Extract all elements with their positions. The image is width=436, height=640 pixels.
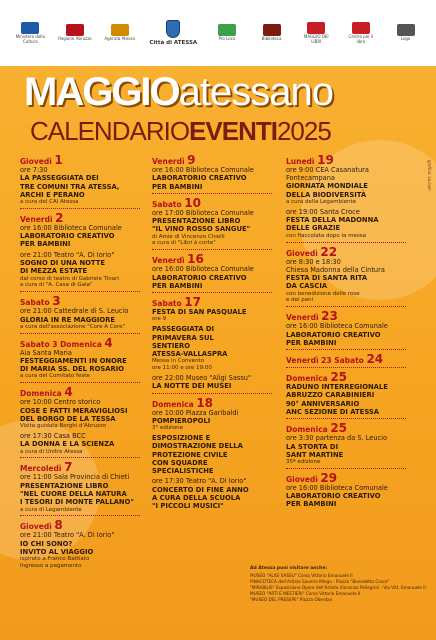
event-time-place: ore 10:00 Piazza Garibaldi — [152, 408, 239, 417]
event-title: PRIMAVERA SUL — [152, 333, 214, 342]
event-entry — [20, 457, 153, 513]
event-entry — [286, 349, 419, 365]
event-title: SENTIERO — [152, 341, 191, 350]
event-time-place: ore 19:00 Santa Croce — [286, 207, 360, 216]
logo-mark-icon — [111, 24, 129, 36]
event-note: a cura dell'associazione "Core A Core" — [20, 323, 126, 330]
event-time-place: ore 7:30 — [20, 166, 48, 174]
event-title: "IL VINO ROSSO SANGUE" — [152, 225, 251, 234]
event-title: PROTEZIONE CIVILE — [152, 450, 228, 459]
event-date: Mercoledì 7 — [20, 460, 73, 475]
event-title: FESTA DI SAN PASQUALE — [152, 308, 247, 317]
event-title: DEL BORGO DE LA TESSA — [20, 414, 116, 423]
event-entry — [286, 418, 419, 466]
event-time-place: Aia Santa Maria — [20, 348, 72, 357]
event-title: LA DONNA E LA SCIENZA — [20, 440, 115, 449]
event-title: FESTA DELLA MADONNA — [286, 216, 379, 225]
event-title: 90° ANNIVERSARIO — [286, 399, 360, 408]
event-time-place: ore 21:00 Teatro "A. Di Iorio" — [20, 531, 115, 540]
event-date: Giovedì 1 — [20, 153, 63, 167]
event-note: a cura di "Libri à corte" — [152, 240, 216, 247]
event-entry — [152, 374, 285, 391]
dotted-divider — [286, 306, 406, 307]
event-date: Sabato 10 — [152, 195, 201, 210]
museum-item: "MUSEO DEL PRESEPE" Piazza Oberdan — [250, 596, 333, 602]
dotted-divider — [20, 291, 140, 292]
events-column-3 — [286, 154, 419, 511]
sponsor-logo — [299, 22, 333, 44]
event-title: I TESORI DI MONTE PALLANO" — [20, 498, 134, 507]
logo-text: Agenzia Atessa — [104, 36, 135, 42]
event-entry — [152, 193, 285, 248]
event-date: Venerdì 23 — [286, 309, 338, 324]
event-date: Giovedì 22 — [286, 244, 338, 259]
event-title: ATESSA-VALLASPRA — [152, 350, 228, 359]
event-title: PRESENTAZIONE LIBRO — [152, 217, 241, 226]
event-title: LABORATORIO CREATIVO — [286, 492, 381, 501]
event-entry — [152, 477, 285, 510]
event-title: DA CASCIA — [286, 282, 328, 291]
event-time-place: ore 17:30 Casa BCC — [20, 432, 86, 441]
event-time-place: ore 3:30 partenza da S. Leucio — [286, 434, 387, 443]
event-entry — [286, 242, 419, 305]
dotted-divider — [286, 367, 406, 368]
event-title: PER BAMBINI — [286, 500, 337, 509]
event-title: SANT MARTINE — [286, 450, 344, 459]
event-entry — [20, 432, 153, 455]
dotted-divider — [20, 515, 140, 516]
event-time-place: ore 9:00 CEA Casanatura — [286, 166, 369, 174]
dotted-divider — [286, 468, 406, 469]
event-title: GIORNATA MONDIALE — [286, 182, 368, 191]
sponsor-logo — [58, 24, 92, 41]
logo-text: Logo — [400, 36, 411, 42]
event-time-place: Fontecampana — [286, 174, 335, 183]
dotted-divider — [152, 393, 272, 394]
event-entry — [286, 154, 419, 206]
event-time-place: ore 11:00 Sala Provincia di Chieti — [20, 473, 130, 482]
event-time-place: ore 8:30 e 18:30 — [286, 257, 341, 266]
event-title: SOGNO DI UNA NOTTE — [20, 258, 105, 267]
event-time-place: ore 10:00 Centro storico — [20, 398, 101, 407]
event-title: PER BAMBINI — [152, 281, 203, 290]
event-date: Domenica 25 — [286, 421, 348, 436]
event-title: COSE E FATTI MERAVIGLIOSI — [20, 406, 128, 415]
event-note: Ingresso a pagamento — [20, 563, 82, 570]
logo-text: Biblioteca — [261, 36, 282, 42]
events-column-1 — [20, 154, 153, 572]
museum-item: "MIRABILIS" Esposizione Opere dell'Artista Vincenzo Pellegrini - Via Vitt. Emanuele II — [250, 584, 426, 590]
dotted-divider — [152, 292, 272, 293]
event-note: ore 11:00 e ore 19:00 — [152, 365, 212, 372]
events-calendar — [20, 154, 424, 572]
logo-mark-icon — [166, 20, 180, 38]
event-entry — [286, 367, 419, 416]
event-title: PASSEGGIATA DI — [152, 325, 215, 334]
event-title: CONCERTO DI FINE ANNO — [152, 485, 249, 494]
design-credit: grafica: sa.com — [427, 160, 432, 191]
event-title: POMPIEROPOLI — [152, 416, 211, 425]
event-date: Venerdì 9 — [152, 153, 196, 167]
event-date: Sabato 3 — [20, 294, 61, 309]
event-title: RADUNO INTERREGIONALE — [286, 383, 388, 392]
events-column-2 — [152, 154, 285, 513]
event-title: PRESENTAZIONE LIBRO — [20, 481, 109, 490]
event-title: FESTA DI SANTA RITA — [286, 274, 368, 283]
event-time-place: ore 16:00 Biblioteca Comunale — [152, 166, 254, 174]
event-date: Venerdì 2 — [20, 210, 64, 225]
dotted-divider — [20, 457, 140, 458]
event-entry — [286, 306, 419, 347]
event-time-place: ore 17:00 Biblioteca Comunale — [152, 208, 254, 217]
event-title: LA PASSEGGIATA DEI — [20, 174, 99, 183]
event-title: ARCHI E PERANO — [20, 190, 85, 199]
dotted-divider — [286, 418, 406, 419]
event-title: CON SQUADRE — [152, 458, 208, 467]
logo-mark-icon — [21, 22, 39, 34]
event-note: con fiaccolata dopo la messa — [286, 232, 366, 239]
event-note: e dei pani — [286, 297, 314, 304]
logo-mark-icon — [307, 22, 325, 34]
event-time-place: ore 16:00 Biblioteca Comunale — [152, 265, 254, 274]
event-title: DELLE GRAZIE — [286, 224, 341, 233]
event-title: PER BAMBINI — [20, 240, 71, 249]
event-note: Visita guidata Borghi d'Abruzzo — [20, 423, 107, 430]
logo-text: Centro per il libro — [348, 34, 374, 44]
event-note: a cura di Unitre Atessa — [20, 448, 83, 455]
poster-title: MAGGIOatessano — [24, 70, 334, 114]
event-title: ANC SEZIONE DI ATESSA — [286, 408, 380, 416]
poster-subtitle: CALENDARIOEVENTI2025 — [30, 116, 331, 146]
dotted-divider — [20, 382, 140, 383]
event-title: DI MARIA SS. DEL ROSARIO — [20, 365, 125, 374]
event-title: ABRUZZO CARABINIERI — [286, 391, 375, 400]
sponsor-logo — [147, 20, 199, 46]
sponsor-logos — [0, 0, 436, 66]
event-entry — [152, 434, 285, 475]
event-date: Sabato 17 — [152, 295, 201, 310]
event-title: LA STORTA DI — [286, 442, 339, 451]
event-title: INVITO AL VIAGGIO — [20, 547, 94, 556]
event-note: di Amie di Vincenzo Chielli — [152, 233, 225, 240]
event-entry — [152, 325, 285, 372]
event-title: GLORIA IN RE MAGGIORE — [20, 315, 116, 324]
event-title: "I PICCOLI MUSICI" — [152, 502, 224, 511]
event-date: Sabato 3 Domenica 4 — [20, 335, 113, 350]
dotted-divider — [152, 193, 272, 194]
sponsor-logo — [13, 22, 47, 44]
event-date: Lunedì 19 — [286, 153, 334, 167]
event-title: TRE COMUNI TRA ATESSA, — [20, 182, 120, 191]
event-time-place: ore 16:00 Biblioteca Comunale — [286, 322, 388, 331]
event-note: 35ª edizione — [286, 459, 321, 466]
sponsor-logo — [389, 24, 423, 41]
logo-text: Regione Abruzzo — [58, 36, 92, 42]
title-band — [0, 66, 436, 156]
event-title: DIMOSTRAZIONE DELLA — [152, 442, 243, 451]
event-title: DELLA BIODIVERSITÀ — [286, 190, 367, 199]
event-note: con benedizione delle rose — [286, 290, 360, 297]
event-date: Domenica 4 — [20, 385, 73, 400]
event-entry — [20, 291, 153, 330]
logo-mark-icon — [218, 24, 236, 36]
dotted-divider — [20, 333, 140, 334]
event-note: ispirato a Franco Battiato — [20, 556, 90, 563]
event-entry — [152, 249, 285, 290]
museum-item: MUSEO "ALIGI SASSU" Corso Vittorio Emanuele II — [250, 572, 353, 578]
event-title: DI MEZZA ESTATE — [20, 267, 88, 276]
event-entry — [20, 208, 153, 249]
event-title: "NEL CUORE DELLA NATURA — [20, 489, 127, 498]
event-title: IO CHI SONO? — [20, 539, 73, 548]
sponsor-logo — [255, 24, 289, 41]
event-note: a cura del Comitato feste — [20, 373, 90, 380]
sponsor-logo — [103, 24, 137, 41]
event-note: dal corso di teatro di Gabriele Tinari — [20, 275, 119, 282]
event-entry — [20, 333, 153, 381]
event-note: a cura di "A. Casa di Gaia" — [20, 282, 93, 289]
event-date: Giovedì 8 — [20, 518, 63, 533]
logo-text: Ministero della Cultura — [15, 34, 45, 44]
event-title: PER BAMBINI — [286, 338, 337, 347]
event-note: Messa in Convento — [152, 358, 205, 365]
event-date: Giovedì 29 — [286, 470, 338, 485]
event-entry — [152, 292, 285, 323]
event-entry — [20, 515, 153, 570]
event-time-place: ore 21:00 Cattedrale di S. Leucio — [20, 307, 129, 316]
event-title: SPECIALISTICHE — [152, 467, 214, 476]
museum-list — [250, 566, 426, 636]
event-entry — [20, 154, 153, 206]
logo-mark-icon — [66, 24, 84, 36]
dotted-divider — [286, 349, 406, 350]
event-note: a cura del CAI Atessa — [20, 199, 79, 206]
event-entry — [20, 382, 153, 430]
event-title: PER BAMBINI — [152, 182, 203, 191]
museum-list-heading: Ad Atessa puoi visitare anche: — [250, 566, 328, 571]
logo-mark-icon — [352, 22, 370, 34]
event-title: LABORATORIO CREATIVO — [152, 273, 247, 282]
dotted-divider — [286, 242, 406, 243]
event-title: A CURA DELLA SCUOLA — [152, 494, 241, 502]
logo-mark-icon — [397, 24, 415, 36]
event-time-place: ore 16:00 Biblioteca Comunale — [20, 223, 122, 232]
event-time-place: Chiesa Madonna della Cintura — [286, 265, 385, 274]
museum-item: MUSEO "ARTI E MESTIERI" Corso Vittorio Emanuele II — [250, 590, 361, 596]
event-time-place: ore 16:00 Biblioteca Comunale — [286, 483, 388, 492]
event-title: LA NOTTE DEI MUSEI — [152, 382, 232, 391]
event-entry — [286, 468, 419, 509]
event-time-place: ore 17:30 Teatro "A. Di Iorio" — [152, 477, 247, 486]
logo-mark-icon — [263, 24, 281, 36]
event-title: LABORATORIO CREATIVO — [286, 330, 381, 339]
logo-text: Città di ATESSA — [149, 39, 198, 46]
event-title: LABORATORIO CREATIVO — [152, 174, 247, 183]
event-note: a cura della Legambiente — [286, 199, 357, 206]
event-date: Domenica 18 — [152, 395, 214, 410]
logo-text: MAGGIO DEI LIBRI — [303, 34, 329, 44]
dotted-divider — [152, 249, 272, 250]
event-date: Venerdì 16 — [152, 252, 204, 267]
event-note: 3° edizione — [152, 425, 184, 432]
event-entry — [152, 154, 285, 191]
sponsor-logo — [210, 24, 244, 41]
museum-item: PINACOTECA dell'Artista Saverio Mingo - Piazza "Benedetto Croce" — [250, 578, 390, 584]
event-title: FESTEGGIAMENTI IN ONORE — [20, 356, 127, 365]
event-title: ESPOSIZIONE E — [152, 434, 211, 443]
event-date: Venerdì 23 Sabato 24 — [286, 352, 384, 367]
event-time-place: ore 22:00 Museo "Aligi Sassu" — [152, 374, 251, 383]
event-note: a cura di Legambiente — [20, 506, 82, 513]
event-date: Domenica 25 — [286, 370, 348, 385]
dotted-divider — [20, 208, 140, 209]
event-entry — [152, 393, 285, 432]
event-entry — [286, 208, 419, 240]
event-title: LABORATORIO CREATIVO — [20, 232, 115, 241]
sponsor-logo — [344, 22, 378, 44]
event-time-place: ore 21:00 Teatro "A. Di Iorio" — [20, 250, 115, 259]
event-entry — [20, 251, 153, 290]
logo-text: Pro Loco — [218, 36, 236, 42]
event-note: ore 9 — [152, 316, 167, 323]
